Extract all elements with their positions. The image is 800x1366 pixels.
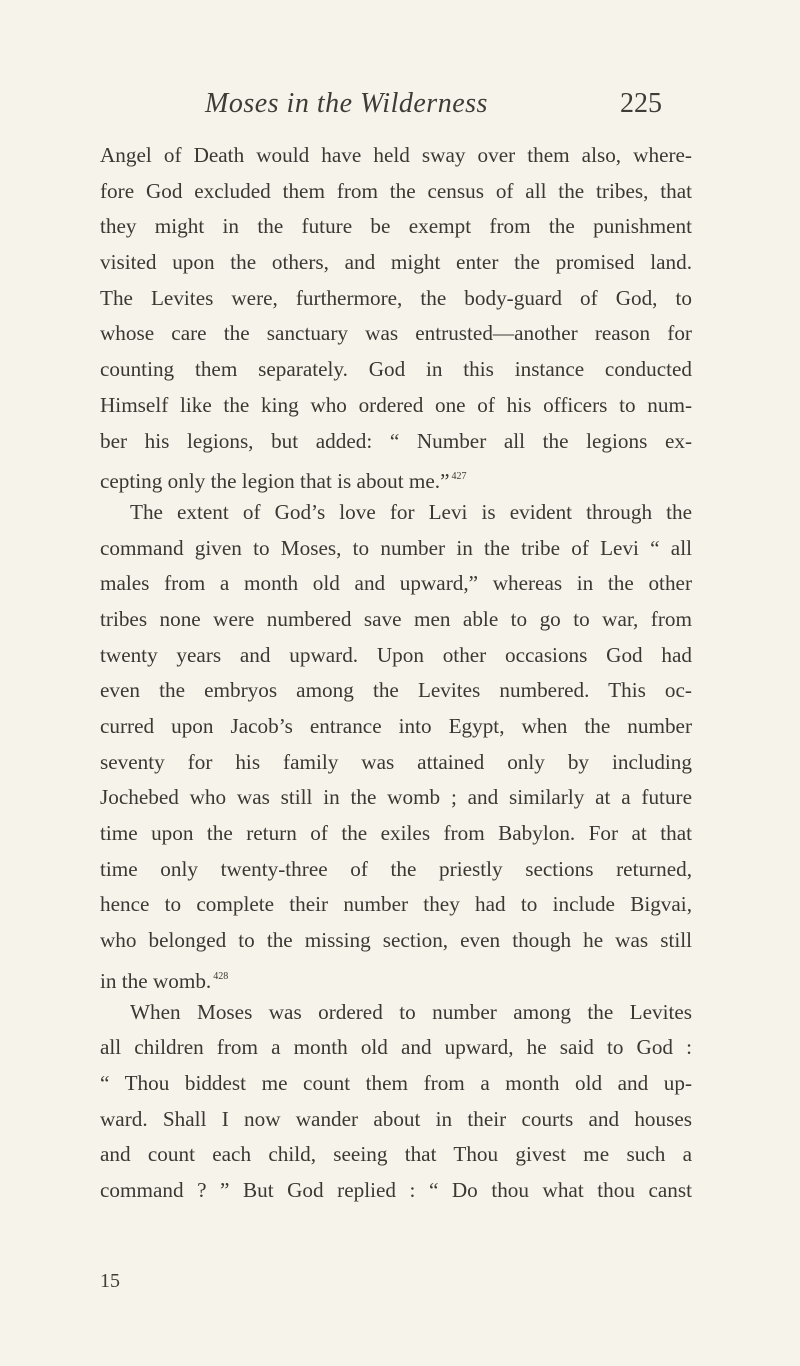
line-text: curred upon Jacob’s entrance into Egypt, when the number — [100, 714, 692, 738]
text-line — [100, 316, 692, 352]
text-line — [100, 531, 692, 567]
text-line — [100, 673, 692, 709]
text-line — [100, 352, 692, 388]
text-line — [100, 566, 692, 602]
line-text: males from a month old and upward,” whereas in the other — [100, 571, 692, 596]
line-text: Angel of Death would have held sway over them also, where- — [100, 143, 692, 167]
line-text: counting them separately. God in this instance conducted — [100, 357, 692, 382]
line-text: The extent of God’s love for Levi is evident through the — [130, 499, 692, 524]
text-line — [100, 424, 692, 460]
line-text: “ Thou biddest me count them from a month old and up- — [100, 1070, 692, 1095]
text-line — [100, 1137, 692, 1173]
line-text: The Levites were, furthermore, the body-guard of God, to — [100, 285, 692, 310]
line-text: command given to Moses, to number in the tribe of Levi “ all — [100, 535, 692, 560]
text-line — [100, 923, 692, 959]
line-text: they might in the future be exempt from the punishment — [100, 214, 692, 239]
line-text: ward. Shall I now wander about in their courts and houses — [100, 1106, 692, 1131]
line-text: When Moses was ordered to number among the Levites — [130, 999, 692, 1024]
text-line — [100, 388, 692, 424]
line-text: time only twenty-three of the priestly sections returned, — [100, 856, 692, 881]
chapter-title: Moses in the Wilderness — [205, 88, 488, 119]
text-line — [100, 852, 692, 888]
footnote-marker: 428 — [213, 970, 229, 982]
text-line — [100, 209, 692, 245]
text-line — [100, 602, 692, 638]
line-text: tribes none were numbered save men able to go to war, from — [100, 606, 692, 631]
text-line — [100, 281, 692, 317]
text-line — [100, 459, 692, 495]
page-number: 225 — [620, 88, 662, 119]
text-line — [100, 995, 692, 1031]
footnote-marker: 427 — [451, 471, 467, 483]
line-text: hence to complete their number they had to include Bigvai, — [100, 892, 692, 917]
text-line — [100, 174, 692, 210]
running-head — [0, 88, 800, 128]
line-text: who belonged to the missing section, even though he was still — [100, 928, 692, 953]
text-line — [100, 1066, 692, 1102]
line-text: Himself like the king who ordered one of his officers to num- — [100, 392, 692, 417]
body-text — [100, 138, 692, 1209]
line-text: whose care the sanctuary was entrusted—another reason for — [100, 321, 692, 346]
line-text: in the womb. — [100, 968, 212, 993]
text-line — [100, 1102, 692, 1138]
line-text: even the embryos among the Levites numbered. This oc- — [100, 678, 692, 703]
line-text: visited upon the others, and might enter the promised land. — [100, 250, 692, 275]
text-line — [100, 780, 692, 816]
text-line — [100, 638, 692, 674]
line-text: Jochebed who was still in the womb ; and similarly at a future — [100, 785, 692, 810]
line-text: all children from a month old and upward, he said to God : — [100, 1035, 692, 1060]
text-line — [100, 495, 692, 531]
signature-mark: 15 — [100, 1270, 120, 1292]
line-text: ber his legions, but added: “ Number all the legions ex- — [100, 428, 692, 453]
line-text: command ? ” But God replied : “ Do thou what thou canst — [100, 1177, 692, 1202]
text-line — [100, 887, 692, 923]
text-line — [100, 1030, 692, 1066]
text-line — [100, 709, 692, 745]
text-line — [100, 245, 692, 281]
line-text: seventy for his family was attained only by including — [100, 749, 692, 774]
text-line — [100, 816, 692, 852]
text-line — [100, 1173, 692, 1209]
text-line — [100, 138, 692, 174]
line-text: time upon the return of the exiles from Babylon. For at that — [100, 821, 692, 846]
text-line — [100, 745, 692, 781]
line-text: fore God excluded them from the census of all the tribes, that — [100, 178, 692, 203]
line-text: and count each child, seeing that Thou givest me such a — [100, 1142, 692, 1167]
text-line — [100, 959, 692, 995]
line-text: cepting only the legion that is about me.” — [100, 469, 450, 494]
line-text: twenty years and upward. Upon other occasions God had — [100, 642, 692, 667]
